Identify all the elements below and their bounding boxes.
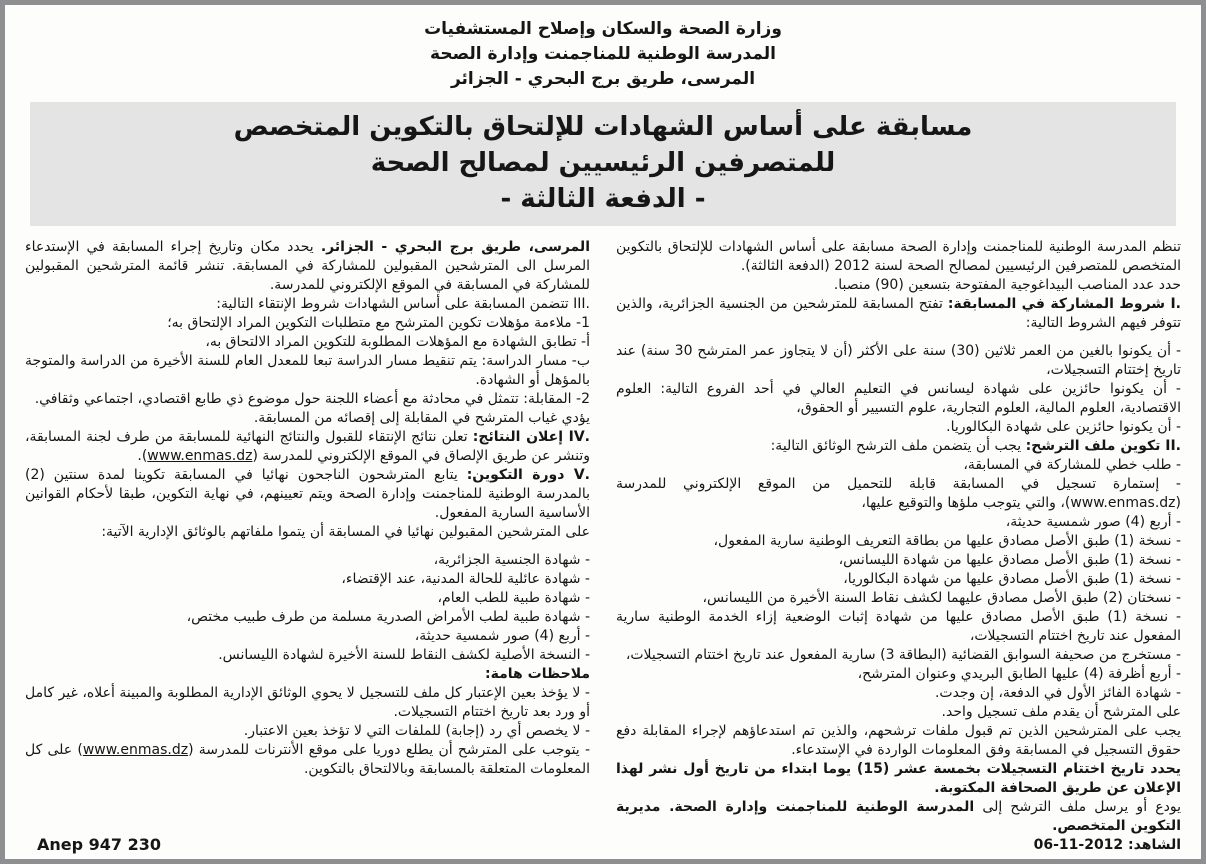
list-item: - شهادة الجنسية الجزائرية، (433, 552, 590, 568)
location-bold: المرسى، طريق برج البحري - الجزائر. (320, 239, 590, 255)
note-3-text: - يتوجب على المترشح أن يطلع دوريا على موقع الأنترنات للمدرسة ( (188, 742, 590, 758)
section-5-training (25, 466, 590, 523)
list-item: - شهادة الفائز الأول في الدفعة، إن وجدت. (934, 685, 1181, 701)
selection-criteria-list (25, 314, 590, 428)
section-4-text-end: ). (137, 448, 148, 464)
notes-list (25, 684, 590, 779)
list-item: 1- ملاءمة مؤهلات تكوين المترشح مع متطلبات التكوين المراد الإلتحاق به؛ (167, 315, 590, 331)
submission-prefix: يودع أو يرسل ملف الترشح إلى (974, 799, 1181, 815)
anep-reference: Anep 947 230 (37, 835, 162, 854)
submission-paragraph (616, 798, 1181, 836)
list-item: - أربع (4) صور شمسية حديثة، (1005, 514, 1181, 530)
list-item: - مستخرج من صحيفة السوابق القضائية (البطاقة 3) سارية المفعول عند تاريخ اختتام التسجيلات، (625, 647, 1181, 663)
list-item: - لا يخصص أي رد (إجابة) للملفات التي لا تؤخذ بعين الاعتبار. (243, 723, 590, 739)
section-2-text: يجب أن يتضمن ملف الترشح الوثائق التالية: (770, 438, 1026, 454)
section-2-heading: .II تكوين ملف الترشح: (1025, 438, 1181, 454)
list-item: - نسخة (1) طبق الأصل مصادق عليها من شهادة إثبات الوضعية إزاء الخدمة الوطنية سارية المفعول عند تاريخ اختتام التسجيلات، (616, 609, 1182, 644)
left-column (25, 238, 590, 855)
single-file-note: على المترشح أن يقدم ملف تسجيل واحد. (941, 704, 1181, 720)
section-4-heading: .IV إعلان النتائج: (472, 429, 590, 445)
list-item: - أن يكونوا بالغين من العمر ثلاثين (30) سنة على الأكثر (أن لا يتجاوز عمر المترشح 30 سنة) عند تاريخ إختتام التسجيلات، (616, 343, 1181, 378)
school-address: المرسى، طريق برج البحري - الجزائر (450, 69, 756, 89)
title-line-2: للمتصرفين الرئيسيين لمصالح الصحة (370, 148, 836, 178)
witness-date: الشاهد: 2012-11-06 (1033, 837, 1181, 853)
section-1-participation (616, 295, 1181, 333)
list-item: - أن يكونوا حائزين على شهادة ليسانس في التعليم العالي في أحد الفروع التالية: العلوم الاقتصادية، العلوم المالية، العلوم التجارية، علوم التسيير أو الحقوق، (616, 381, 1181, 416)
notes-heading: ملاحظات هامة: (485, 666, 590, 682)
complete-docs-intro: على المترشحين المقبولين نهائيا في المسابقة أن يتموا ملفاتهم بالوثائق الإدارية الآتية: (101, 524, 590, 540)
section-2-application-file (616, 437, 1181, 456)
list-item: - أربع أظرفة (4) عليها الطابق البريدي وعنوان المترشح، (857, 666, 1181, 682)
list-item: ب- مسار الدراسة: يتم تنقيط مسار الدراسة تبعا للمعدل العام للسنة الأخيرة من الدراسة والمتوجة بالمؤهل أو الشهادة. (25, 353, 590, 388)
seats-paragraph: حدد عدد المناصب البيداغوجية المفتوحة بتسعين (90) منصبا. (833, 277, 1181, 293)
fees-paragraph: يجب على المترشحين الذين تم قبول ملفات ترشحهم، والذين تم استدعاؤهم لإجراء المقابلة دفع حقوق التسجيل في المسابقة وفق المعلومات الواردة في الإستدعاء. (616, 723, 1181, 758)
list-item: 2- المقابلة: تتمثل في محادثة مع أعضاء اللجنة حول موضوع ذي طابع اقتصادي، اجتماعي وثقافي. (34, 391, 590, 407)
list-item: - إستمارة تسجيل في المسابقة قابلة للتحميل من الموقع الإلكتروني للمدرسة (www.enmas.dz)، والتي يتوجب ملؤها والتوقيع عليها، (616, 476, 1181, 511)
list-item: - شهادة طبية لطب الأمراض الصدرية مسلمة من طرف طبيب مختص، (186, 609, 590, 625)
section-5-text: يتابع المترشحون الناجحون نهائيا في المسابقة تكوينا لمدة سنتين (2) بالمدرسة الوطنية للمناجمنت وإدارة الصحة ويتم تعيينهم، في نهاية التكوين، طبقا لأحكام القوانين الأساسية السارية المفعول. (25, 467, 590, 521)
submission-destination: المدرسة الوطنية للمناجمنت وإدارة الصحة. مديرية التكوين المتخصص. (616, 799, 1181, 834)
list-item: - طلب خطي للمشاركة في المسابقة، (963, 457, 1181, 473)
school-website-link: www.enmas.dz (147, 448, 253, 464)
list-item: - النسخة الأصلية لكشف النقاط للسنة الأخيرة لشهادة الليسانس. (218, 647, 590, 663)
ministry-name: وزارة الصحة والسكان وإصلاح المستشفيات (424, 19, 782, 39)
body-columns (5, 226, 1201, 855)
list-item: - نسخة (1) طبق الأصل مصادق عليها من شهادة الليسانس، (838, 552, 1181, 568)
location-paragraph (25, 238, 590, 295)
list-item (25, 741, 590, 779)
list-item: - أن يكونوا حائزين على شهادة البكالوريا. (946, 419, 1181, 435)
school-name: المدرسة الوطنية للمناجمنت وإدارة الصحة (430, 44, 776, 64)
intro-paragraph: تنظم المدرسة الوطنية للمناجمنت وإدارة الصحة مسابقة على أساس الشهادات للإلتحاق بالتكوين المتخصص للمتصرفين الرئيسيين لمصالح الصحة لسنة 2012 (الدفعة الثالثة). (616, 239, 1181, 274)
deadline-paragraph: يحدد تاريخ اختتام التسجيلات بخمسة عشر (15) يوما ابتداء من تاريخ أول نشر لهذا الإعلان عن طريق الصحافة المكتوبة. (616, 761, 1181, 796)
list-item: - أربع (4) صور شمسية حديثة، (414, 628, 590, 644)
letterhead (5, 17, 1201, 92)
list-item: - شهادة عائلية للحالة المدنية، عند الإقتضاء، (341, 571, 590, 587)
section-1-text: تفتح المسابقة للمترشحين من الجنسية الجزائرية، والذين تتوفر فيهم الشروط التالية: (616, 296, 1181, 331)
list-item: - لا يؤخذ بعين الإعتبار كل ملف للتسجيل لا يحوي الوثائق الإدارية المطلوبة والمبينة أعلاه، غير كامل أو ورد بعد تاريخ اختتام التسجيلات. (25, 685, 590, 720)
title-line-3: - الدفعة الثالثة - (500, 184, 706, 214)
section-3-heading: .III تتضمن المسابقة على أساس الشهادات شروط الإنتقاء التالية: (216, 296, 590, 312)
note-3-text-end: ) على كل المعلومات المتعلقة بالمسابقة وبالالتحاق بالتكوين. (25, 742, 590, 777)
section-4-results (25, 428, 590, 466)
list-item: - شهادة طبية للطب العام، (437, 590, 590, 606)
section-4-text: تعلن نتائج الإنتقاء للقبول والنتائج النهائية للمسابقة من طرف لجنة المسابقة، وتنشر عن طريق الإلصاق في الموقع الإلكتروني للمدرسة ( (25, 429, 590, 464)
list-item: - نسخة (1) طبق الأصل مصادق عليها من بطاقة التعريف الوطنية سارية المفعول، (713, 533, 1181, 549)
documents-list (616, 456, 1181, 703)
school-website-link: www.enmas.dz (82, 742, 189, 758)
list-item: - نسخة (1) طبق الأصل مصادق عليها من شهادة البكالوريا، (843, 571, 1181, 587)
list-item: أ- تطابق الشهادة مع المؤهلات المطلوبة للتكوين المراد الالتحاق به، (205, 334, 590, 350)
conditions-list (616, 342, 1181, 437)
right-column (616, 238, 1181, 855)
list-item: - نسختان (2) طبق الأصل مصادق عليهما لكشف نقاط السنة الأخيرة من الليسانس، (702, 590, 1181, 606)
section-1-heading: .I شروط المشاركة في المسابقة: (947, 296, 1181, 312)
list-item: يؤدي غياب المترشح في المقابلة إلى إقصائه من المسابقة. (253, 410, 590, 426)
location-text: يحدد مكان وتاريخ إجراء المسابقة في الإستدعاء المرسل الى المترشحين المقبولين للمشاركة في المسابقة. تنشر قائمة المترشحين المقبولين للمشاركة في المسابقة في الموقع الإلكتروني للمدرسة. (25, 239, 590, 293)
admin-documents-list (25, 551, 590, 665)
section-5-heading: .V دورة التكوين: (466, 467, 590, 483)
announcement-title (30, 102, 1176, 226)
title-line-1: مسابقة على أساس الشهادات للإلتحاق بالتكوين المتخصص (233, 112, 973, 142)
